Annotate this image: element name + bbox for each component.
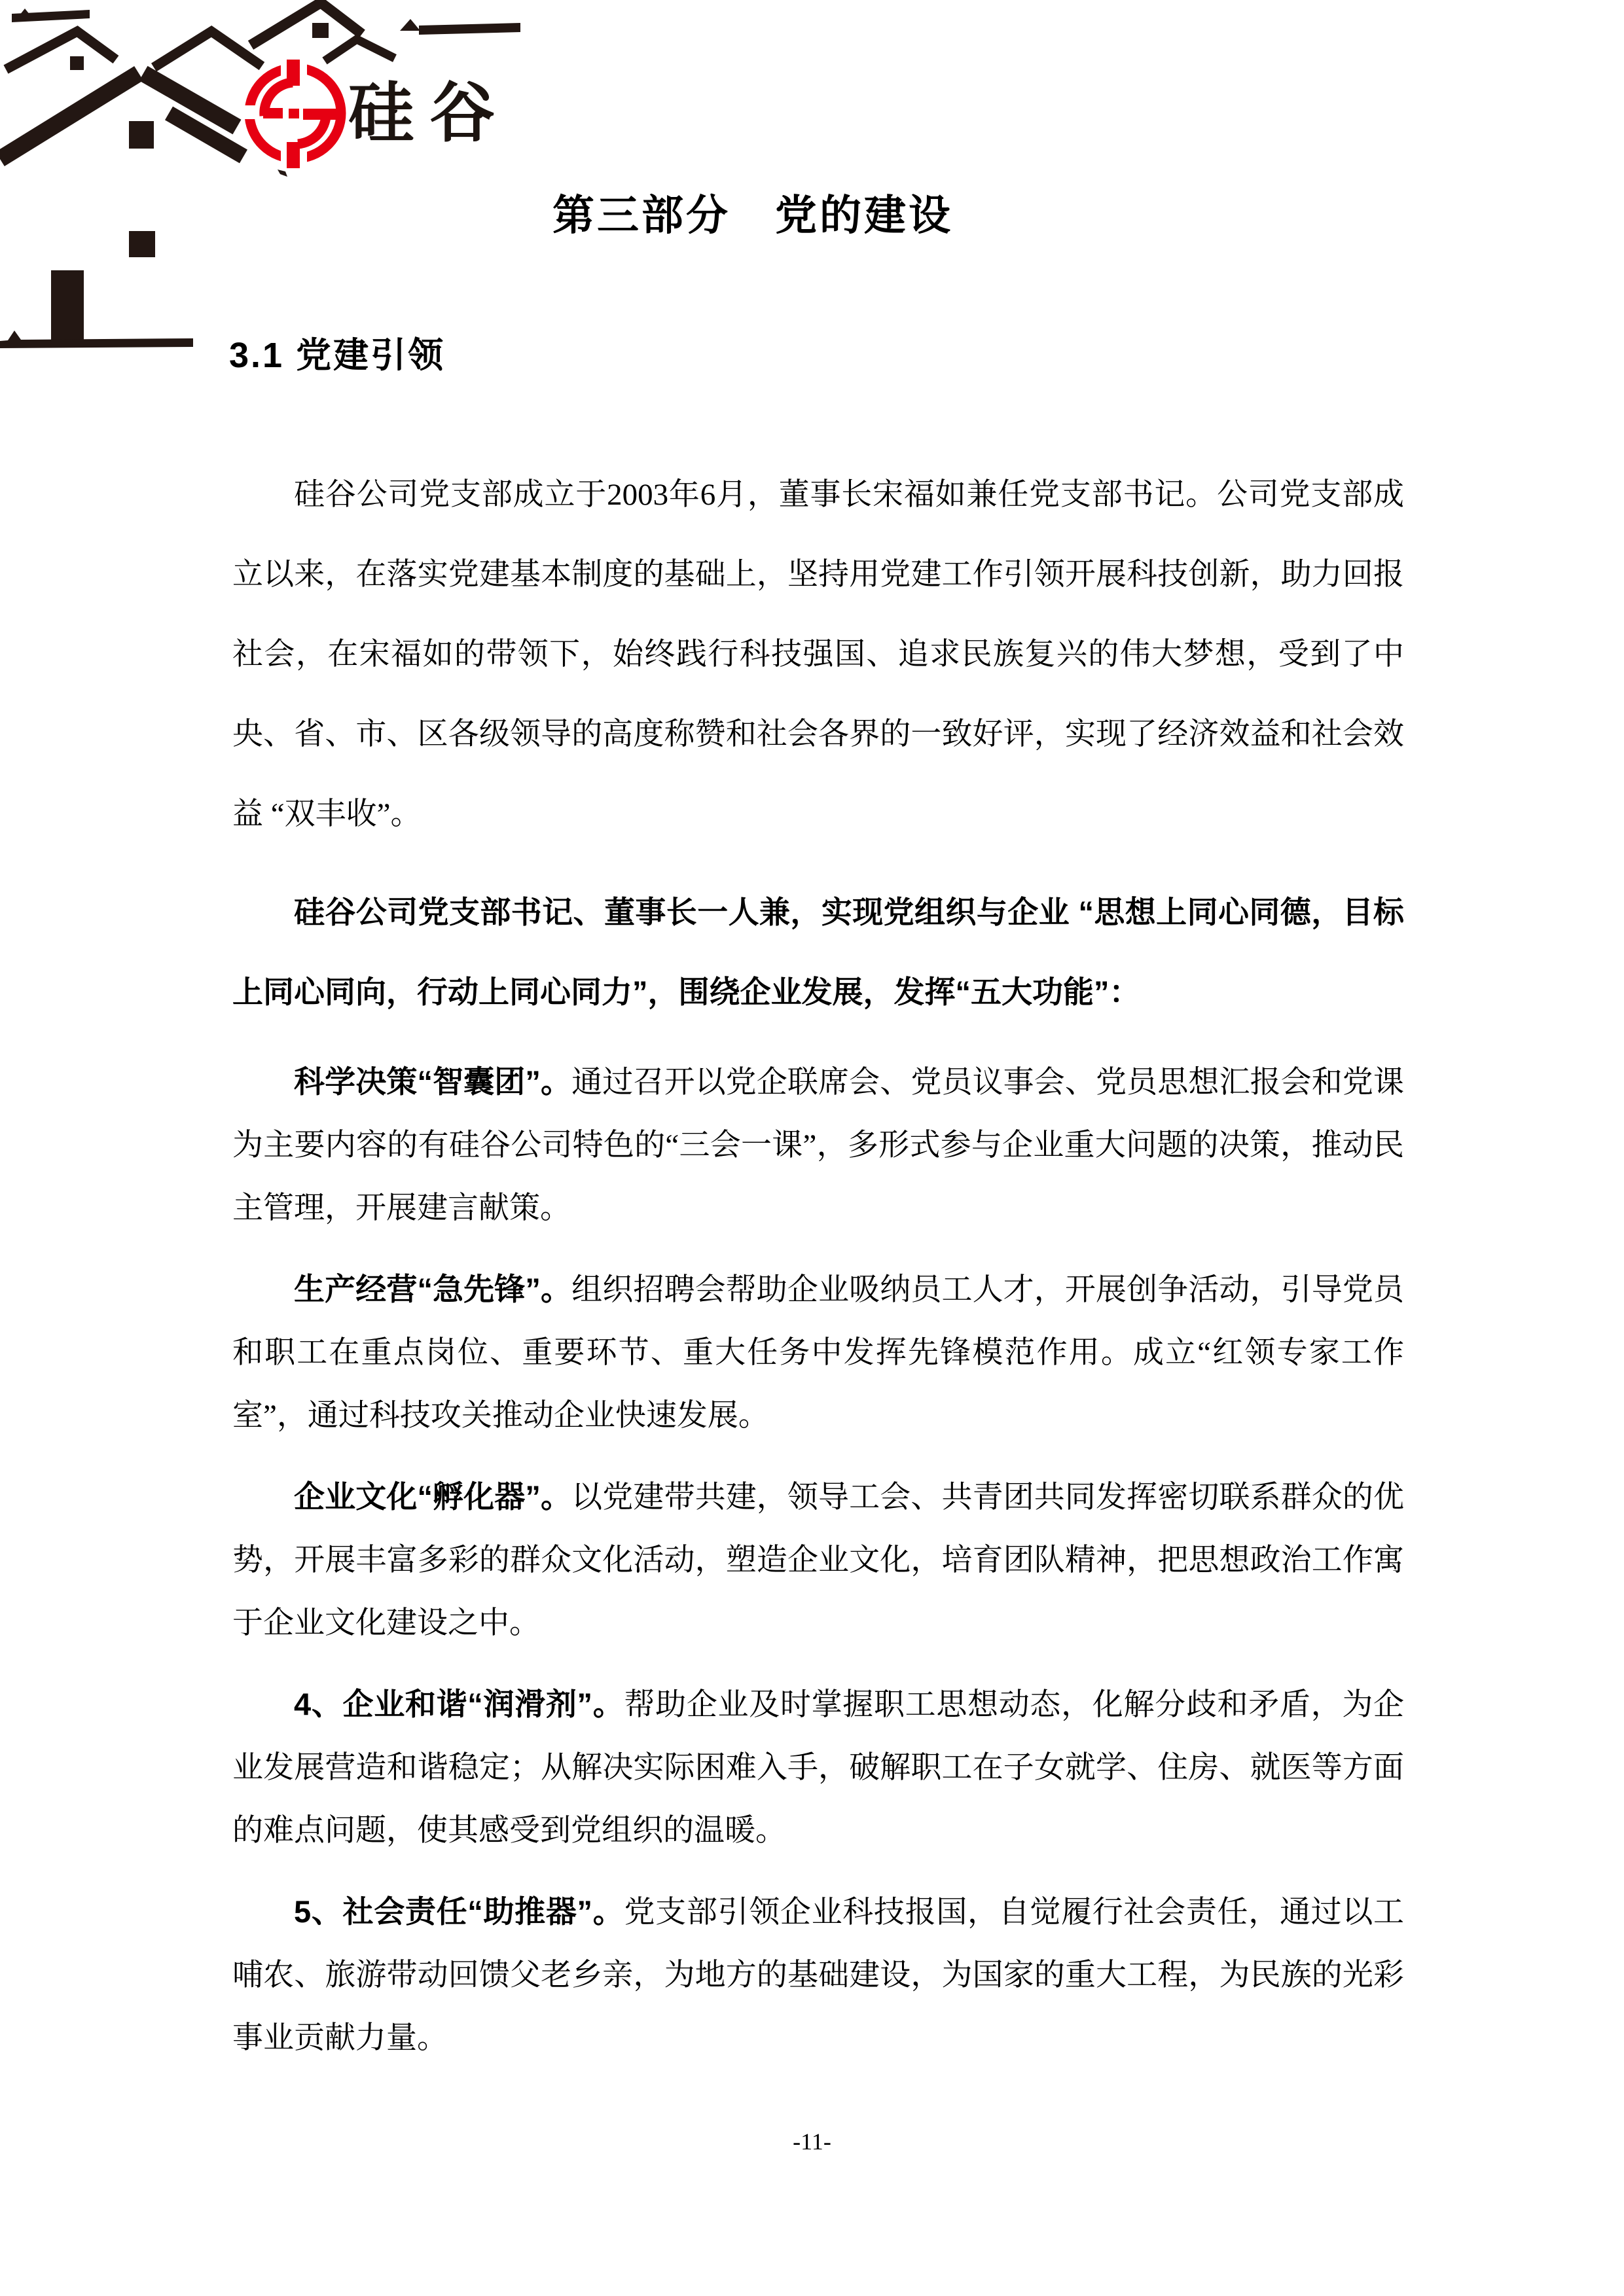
paragraph-lead: 企业文化“孵化器”。 bbox=[294, 1479, 572, 1514]
paragraph: 5、社会责任“助推器”。党支部引领企业科技报国，自觉履行社会责任，通过以工哺农、旅游带动回馈父老乡亲，为地方的基础建设，为国家的重大工程，为民族的光彩事业贡献力量。 bbox=[232, 1894, 1405, 2055]
paragraph: 企业文化“孵化器”。以党建带共建，领导工会、共青团共同发挥密切联系群众的优势，开展丰富多彩的群众文化活动，塑造企业文化，培育团队精神，把思想政治工作寓于企业文化建设之中。 bbox=[232, 1479, 1405, 1640]
rooftops-icon bbox=[0, 3, 520, 348]
paragraph: 生产经营“急先锋”。组织招聘会帮助企业吸纳员工人才，开展创争活动，引导党员和职工在重点岗位、重要环节、重大任务中发挥先锋模范作用。成立“红领专家工作室”，通过科技攻关推动企业快速发展。 bbox=[232, 1272, 1405, 1433]
paragraph-lead: 4、企业和谐“润滑剂”。 bbox=[294, 1687, 624, 1721]
section-heading: 3.1 党建引领 bbox=[229, 336, 446, 375]
paragraph: 硅谷公司党支部成立于2003年6月，董事长宋福如兼任党支部书记。公司党支部成立以来，在落实党建基本制度的基础上，坚持用党建工作引领开展科技创新，助力回报社会，在宋福如的带领下，始终践行科技强国、追求民族复兴的伟大梦想，受到了中央、省、市、区各级领导的高度称赞和社会各界的一致好评，实现了经济效益和社会效益 “双丰收”。 bbox=[232, 478, 1404, 831]
paragraph: 科学决策“智囊团”。通过召开以党企联席会、党员议事会、党员思想汇报会和党课为主要内容的有硅谷公司特色的“三会一课”，多形式参与企业重大问题的决策，推动民主管理，开展建言献策。 bbox=[232, 1064, 1405, 1225]
paragraph: 硅谷公司党支部书记、董事长一人兼，实现党组织与企业 “思想上同心同德，目标上同心同向，行动上同心同力”，围绕企业发展，发挥“五大功能”： bbox=[232, 895, 1404, 1009]
page-number: -11- bbox=[793, 2128, 831, 2155]
s-ring-emblem-icon bbox=[241, 56, 341, 169]
logo-brand-text: 硅谷 bbox=[348, 77, 511, 150]
document-body bbox=[232, 455, 1404, 2088]
paragraph-lead: 生产经营“急先锋”。 bbox=[294, 1272, 572, 1306]
company-logo bbox=[0, 0, 537, 367]
page-title: 第三部分 党的建设 bbox=[552, 192, 953, 239]
paragraph-lead: 科学决策“智囊团”。 bbox=[294, 1064, 572, 1099]
paragraph-lead: 5、社会责任“助推器”。 bbox=[294, 1894, 624, 1929]
paragraph: 4、企业和谐“润滑剂”。帮助企业及时掌握职工思想动态，化解分歧和矛盾，为企业发展营造和谐稳定；从解决实际困难入手，破解职工在子女就学、住房、就医等方面的难点问题，使其感受到党组织的温暖。 bbox=[232, 1687, 1405, 1848]
